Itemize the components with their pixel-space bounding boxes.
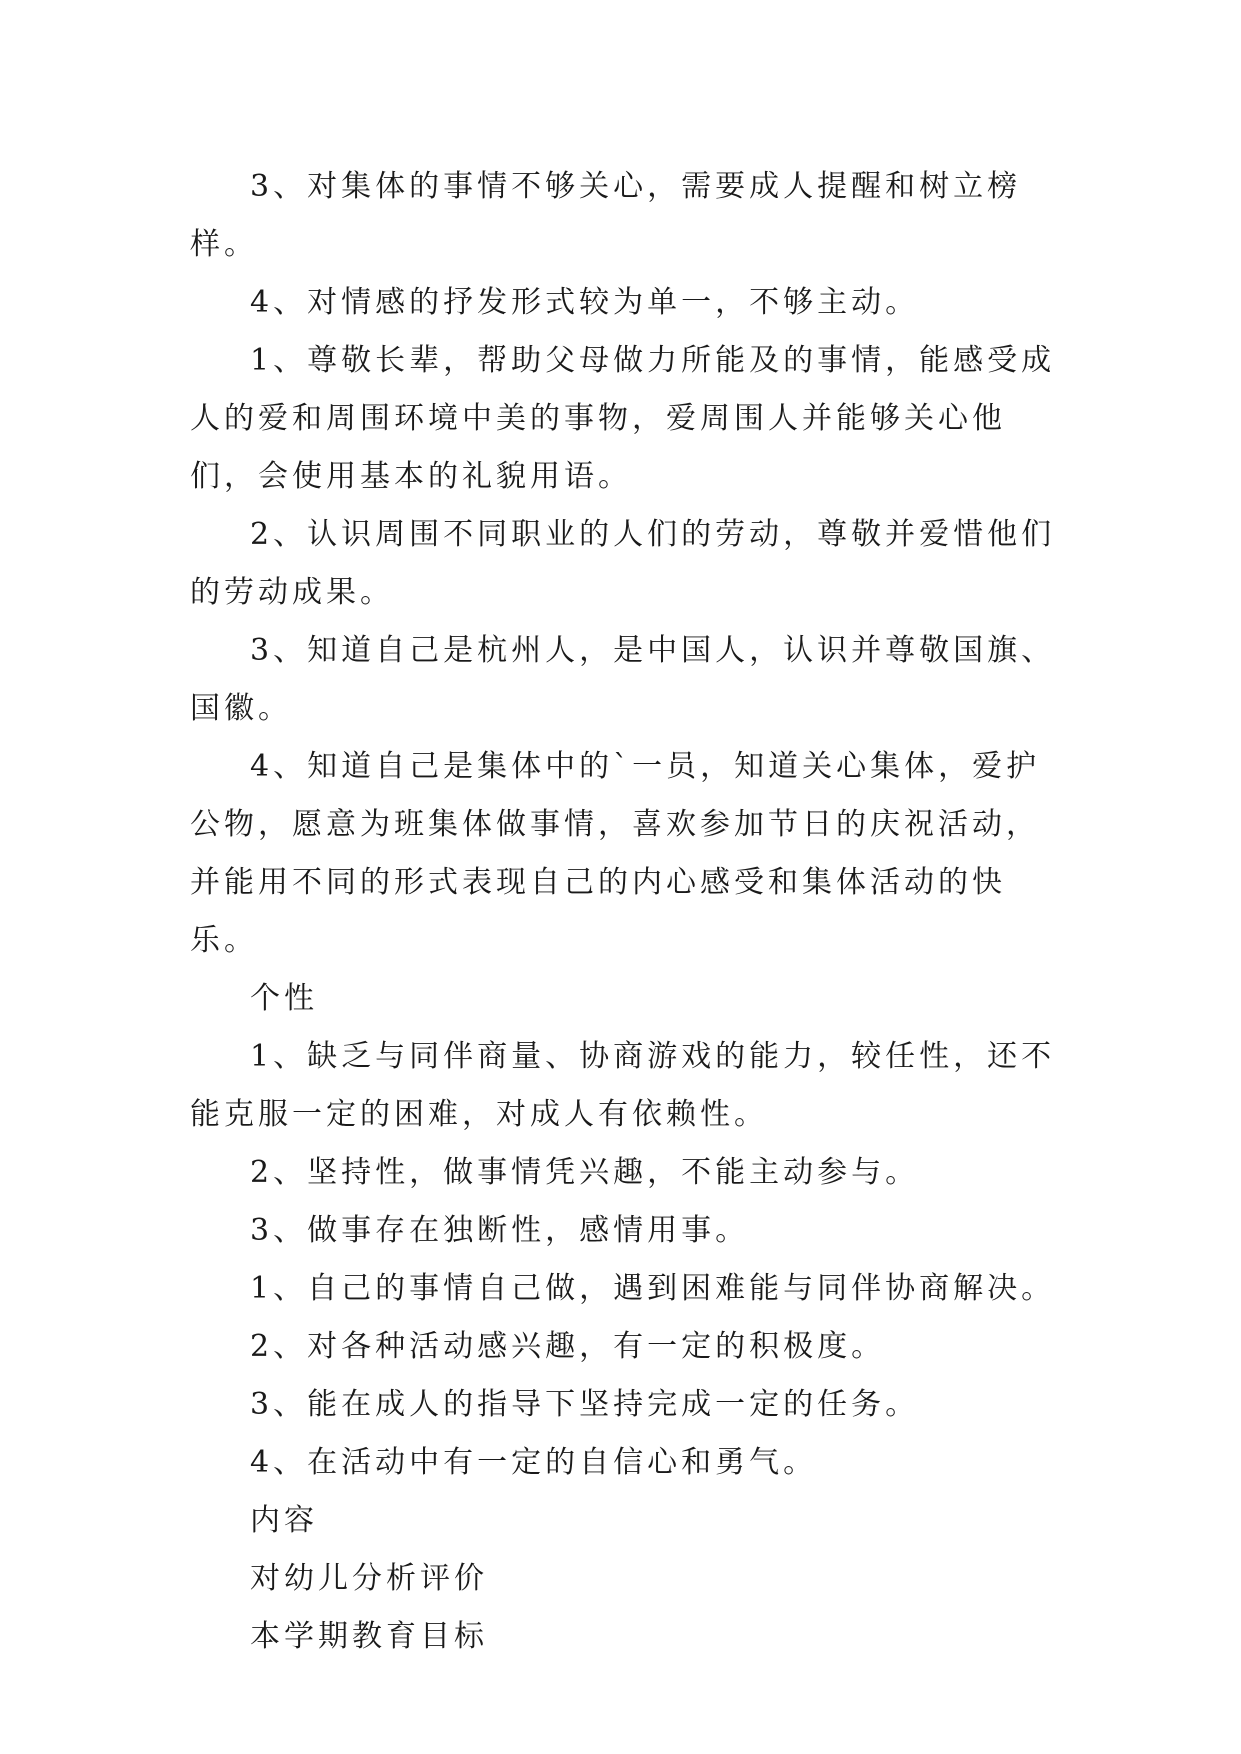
- label-semester-goals: 本学期教育目标: [250, 1619, 488, 1654]
- paragraph-interest-activities: 2、对各种活动感兴趣，有一定的积极度。: [250, 1329, 886, 1364]
- section-heading-personality: 个性: [250, 981, 318, 1016]
- label-content: 内容: [250, 1503, 318, 1538]
- paragraph-respect-labor: 2、认识周围不同职业的人们的劳动，尊敬并爱惜他们的劳动成果。: [190, 517, 1056, 610]
- paragraph-negotiation-ability: 1、缺乏与同伴商量、协商游戏的能力，较任性，还不能克服一定的困难，对成人有依赖性。: [190, 1039, 1056, 1132]
- document-body: [190, 158, 1070, 1666]
- paragraph-confidence: 4、在活动中有一定的自信心和勇气。: [250, 1445, 818, 1480]
- paragraph-emotional-expression: 4、对情感的抒发形式较为单一，不够主动。: [250, 285, 920, 320]
- paragraph-complete-tasks: 3、能在成人的指导下坚持完成一定的任务。: [250, 1387, 920, 1422]
- paragraph-persistence: 2、坚持性，做事情凭兴趣，不能主动参与。: [250, 1155, 920, 1190]
- paragraph-respect-elders: 1、尊敬长辈，帮助父母做力所能及的事情，能感受成人的爱和周围环境中美的事物，爱周围人并能够关心他们，会使用基本的礼貌用语。: [190, 343, 1056, 494]
- paragraph-arbitrariness: 3、做事存在独断性，感情用事。: [250, 1213, 750, 1248]
- paragraph-concern-collective: 3、对集体的事情不够关心，需要成人提醒和树立榜样。: [190, 169, 1022, 262]
- paragraph-national-identity: 3、知道自己是杭州人，是中国人，认识并尊敬国旗、国徽。: [190, 633, 1056, 726]
- label-child-evaluation: 对幼儿分析评价: [250, 1561, 488, 1596]
- paragraph-collective-member: 4、知道自己是集体中的`一员，知道关心集体，爱护公物，愿意为班集体做事情，喜欢参加节日的庆祝活动，并能用不同的形式表现自己的内心感受和集体活动的快乐。: [190, 749, 1041, 958]
- paragraph-self-reliance: 1、自己的事情自己做，遇到困难能与同伴协商解决。: [250, 1271, 1056, 1306]
